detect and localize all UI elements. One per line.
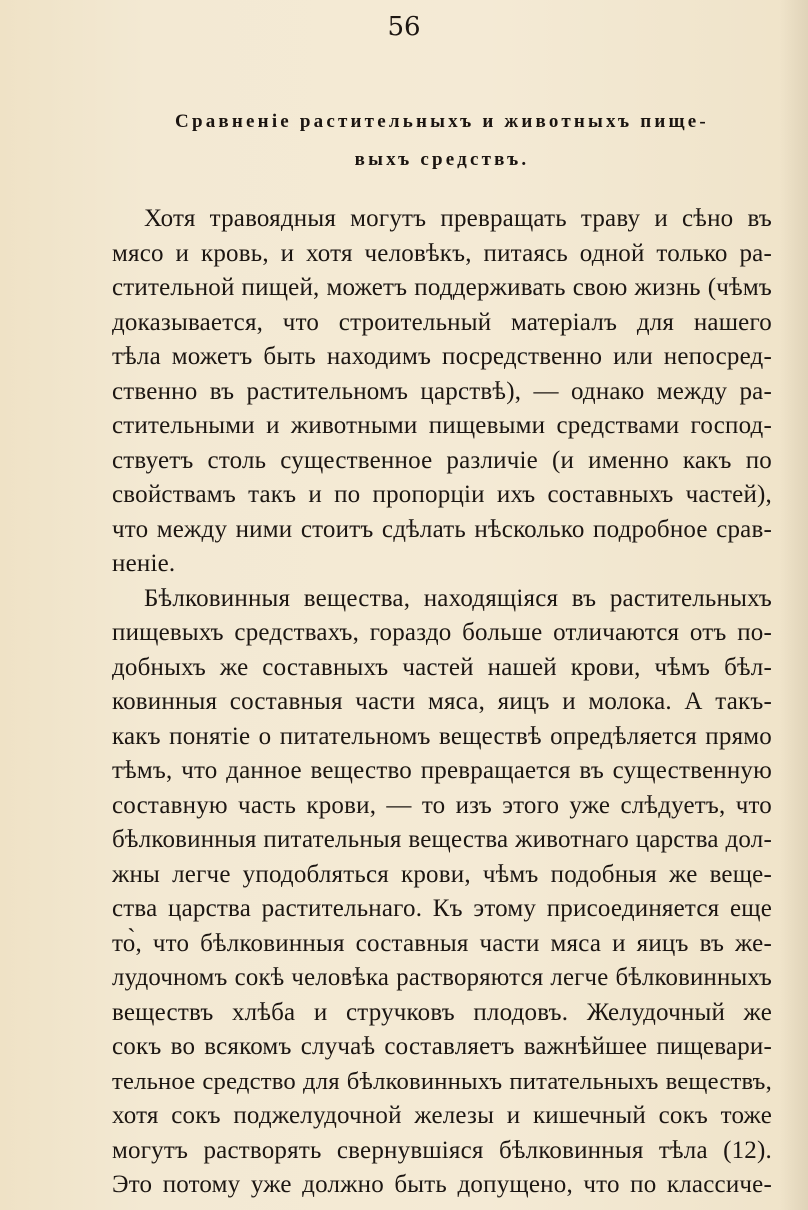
- text-line: тѣмъ, что данное вещество превращается въ существенную: [112, 757, 772, 784]
- section-heading-line-1: Сравненіе растительныхъ и животныхъ пище-: [175, 111, 709, 132]
- text-line: составную часть крови, — то изъ этого уже слѣдуетъ, что: [112, 791, 772, 819]
- text-line: тельное средство для бѣлковинныхъ питательныхъ веществъ,: [112, 1067, 772, 1095]
- text-line: жны легче уподобляться крови, чѣмъ подобныя же веще-: [112, 860, 772, 888]
- text-line: Это потому уже должно быть допущено, что по классиче-: [112, 1171, 772, 1198]
- text-line: мясо и кровь, и хотя человѣкъ, питаясь одной только ра-: [112, 239, 772, 267]
- text-line: веществъ хлѣба и стручковъ плодовъ. Желудочный же: [112, 998, 772, 1026]
- text-line: то̀, что бѣлковинныя составныя части мяса и яицъ въ же-: [112, 929, 772, 957]
- text-line: неніе.: [112, 550, 176, 577]
- text-line: Бѣлковинныя вещества, находящіяся въ растительныхъ: [144, 584, 772, 612]
- text-line: бѣлковинныя питательныя вещества животнаго царства дол-: [112, 826, 772, 853]
- text-line: могутъ растворять свернувшіяся бѣлковинныя тѣла (12).: [112, 1136, 772, 1164]
- text-line: какъ понятіе о питательномъ веществѣ опредѣляется прямо: [112, 722, 772, 750]
- text-line: хотя сокъ поджелудочной железы и кишечный сокъ тоже: [112, 1102, 772, 1129]
- text-line: сокъ во всякомъ случаѣ составляетъ важнѣйшее пищевари-: [112, 1033, 772, 1060]
- text-line: тѣла можетъ быть находимъ посредственно или непосред-: [112, 343, 772, 370]
- text-line: пищевыхъ средствахъ, гораздо больше отличаются отъ по-: [112, 619, 772, 646]
- page-number: 56: [387, 12, 421, 42]
- text-line: свойствамъ такъ и по пропорціи ихъ составныхъ частей),: [112, 481, 772, 508]
- paragraph-1: [112, 202, 772, 582]
- text-line: что между ними стоитъ сдѣлать нѣсколько подробное срав-: [112, 515, 772, 543]
- body-text: [112, 202, 772, 1203]
- text-line: ственно въ растительномъ царствѣ), — однако между ра-: [112, 377, 772, 405]
- text-line: доказывается, что строительный матеріалъ для нашего: [112, 308, 772, 336]
- text-line: ства царства растительнаго. Къ этому присоединяется еще: [112, 895, 772, 922]
- page-edge-shadow: [780, 0, 808, 1210]
- text-line: стительными и животными пищевыми средствами господ-: [112, 412, 772, 439]
- text-line: ствуетъ столь существенное различіе (и именно какъ по: [112, 446, 772, 474]
- text-line: стительной пищей, можетъ поддерживать свою жизнь (чѣмъ: [112, 274, 772, 301]
- paragraph-2: [112, 582, 772, 1203]
- text-line: Хотя травоядныя могутъ превращать траву и сѣно въ: [144, 205, 772, 232]
- section-heading: [112, 103, 772, 179]
- text-line: ковинныя составныя части мяса, яицъ и молока. А такъ-: [112, 688, 772, 715]
- text-line: добныхъ же составныхъ частей нашей крови, чѣмъ бѣл-: [112, 653, 772, 681]
- text-line: лудочномъ сокѣ человѣка растворяются легче бѣлковинныхъ: [112, 964, 772, 991]
- section-heading-line-2: выхъ средствъ.: [354, 149, 530, 170]
